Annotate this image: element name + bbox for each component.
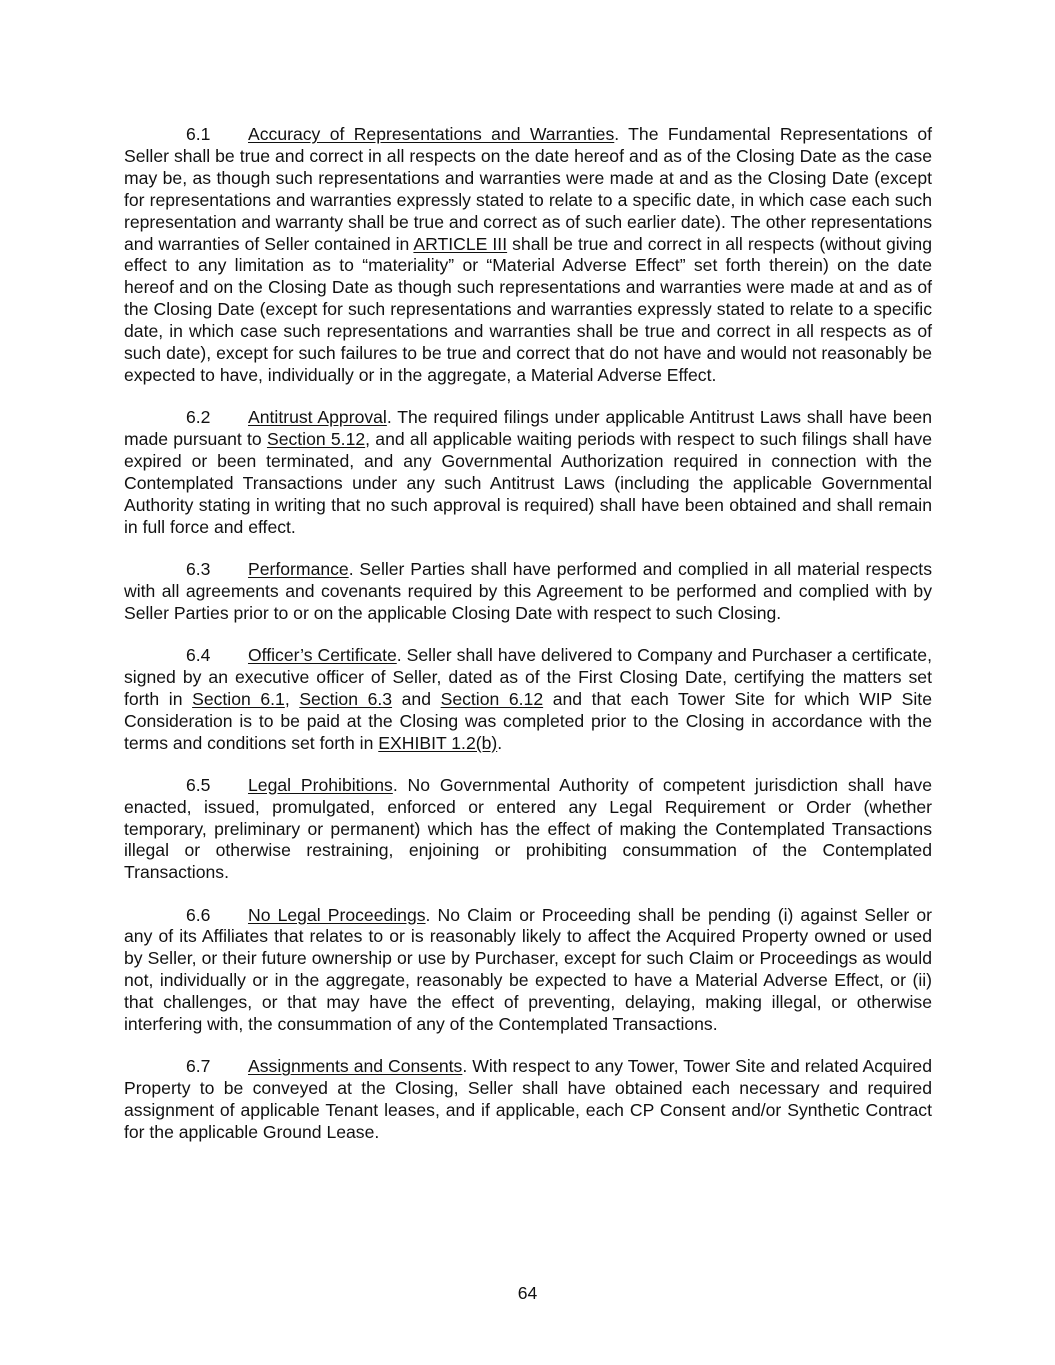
- section-heading: Performance: [248, 558, 349, 579]
- cross-reference: Section 6.3: [299, 688, 393, 709]
- section-6-3: [124, 559, 932, 625]
- section-number: 6.7: [186, 1056, 211, 1077]
- cross-reference: Section 6.12: [440, 688, 544, 709]
- section-6-6: [124, 905, 932, 1036]
- section-text: , and all applicable waiting periods with respect to such filings shall have expired or been terminated, and any Governmental Authorization required in connection with the Contemplated Transactions under any such Antitrust Laws (including the applicable Governmental Authority stating in writing that no such approval is required) shall have been obtained and shall remain in full force and effect.: [124, 429, 932, 537]
- section-heading: Antitrust Approval: [248, 407, 387, 428]
- section-number: 6.5: [186, 774, 211, 795]
- section-6-7: [124, 1056, 932, 1144]
- section-text: . Seller Parties shall have performed and complied in all material respects with all agreements and covenants required by this Agreement to be performed and complied with by Seller Parties prior to or on the applicable Closing Date with respect to such Closing.: [124, 558, 932, 623]
- section-number: 6.1: [186, 124, 211, 144]
- page-number: 64: [517, 1283, 538, 1303]
- section-6-4: [124, 645, 932, 755]
- section-heading: Accuracy of Representations and Warranties: [248, 124, 615, 144]
- section-text: . The required filings under applicable Antitrust Laws shall have been made pursuant to: [124, 407, 932, 450]
- cross-reference: EXHIBIT 1.2(b): [378, 732, 498, 753]
- section-text: ,: [284, 688, 300, 709]
- section-number: 6.4: [186, 644, 211, 665]
- section-6-5: [124, 775, 932, 885]
- cross-reference: ARTICLE III: [413, 233, 508, 254]
- cross-reference: Section 5.12: [266, 429, 366, 450]
- section-heading: Assignments and Consents: [248, 1056, 463, 1077]
- section-text: . The Fundamental Representations of Seller shall be true and correct in all respects on the date hereof and as of the Closing Date as the case may be, as though such representations and warranties were made at and as the Closing Date (except for representations and warranties expressly stated to relate to a specific date, in which case each such representation and warranty shall be true and correct as of such earlier date). The other representations and warranties of Seller contained in: [124, 124, 932, 254]
- section-text: shall be true and correct in all respects (without giving effect to any limitation as to “materiality” or “Material Adverse Effect” set forth therein) on the date hereof and on the Closing Date as though such representations and warranties were made at and as of the Closing Date (except for such representations and warranties expressly stated to relate to a specific date, in which case such representations and warranties shall be true and correct in all respects as of such date), except for such failures to be true and correct that do not have and would not reasonably be expected to have, individually or in the aggregate, a Material Adverse Effect.: [124, 233, 932, 385]
- section-number: 6.2: [186, 407, 211, 428]
- section-text: . No Governmental Authority of competent jurisdiction shall have enacted, issued, promulgated, enforced or entered any Legal Requirement or Order (whether temporary, preliminary or permanent) which has the effect of making the Contemplated Transactions illegal or otherwise restraining, enjoining or prohibiting consummation of the Contemplated Transactions.: [124, 774, 932, 883]
- section-number: 6.6: [186, 904, 211, 925]
- section-6-1: [124, 124, 932, 387]
- section-heading: Officer’s Certificate: [248, 644, 397, 665]
- section-text: .: [497, 732, 503, 753]
- section-text: . No Claim or Proceeding shall be pending (i) against Seller or any of its Affiliates that relates to or is reasonably likely to affect the Acquired Property owned or used by Seller, or their future ownership or use by Purchaser, except for such Claim or Proceedings as would not, individually or in the aggregate, reasonably be expected to have a Material Adverse Effect, or (ii) that challenges, or that may have the effect of preventing, delaying, making illegal, or otherwise interfering with, the consummation of any of the Contemplated Transactions.: [124, 904, 932, 1035]
- section-text: . Seller shall have delivered to Company and Purchaser a certificate, signed by an executive officer of Seller, dated as of the First Closing Date, certifying the matters set forth in: [124, 644, 932, 709]
- section-heading: Legal Prohibitions: [248, 774, 393, 795]
- section-6-2: [124, 407, 932, 538]
- section-text: and that each Tower Site for which WIP Site Consideration is to be paid at the Closing was completed prior to the Closing in accordance with the terms and conditions set forth in: [124, 688, 932, 753]
- section-text: . With respect to any Tower, Tower Site and related Acquired Property to be conveyed at the Closing, Seller shall have obtained each necessary and required assignment of applicable Tenant leases, and if applicable, each CP Consent and/or Synthetic Contract for the applicable Ground Lease.: [124, 1056, 932, 1143]
- cross-reference: Section 6.1: [192, 688, 285, 709]
- document-page: [124, 124, 932, 1164]
- section-heading: No Legal Proceedings: [248, 904, 426, 925]
- section-text: and: [392, 688, 441, 709]
- section-number: 6.3: [186, 558, 211, 579]
